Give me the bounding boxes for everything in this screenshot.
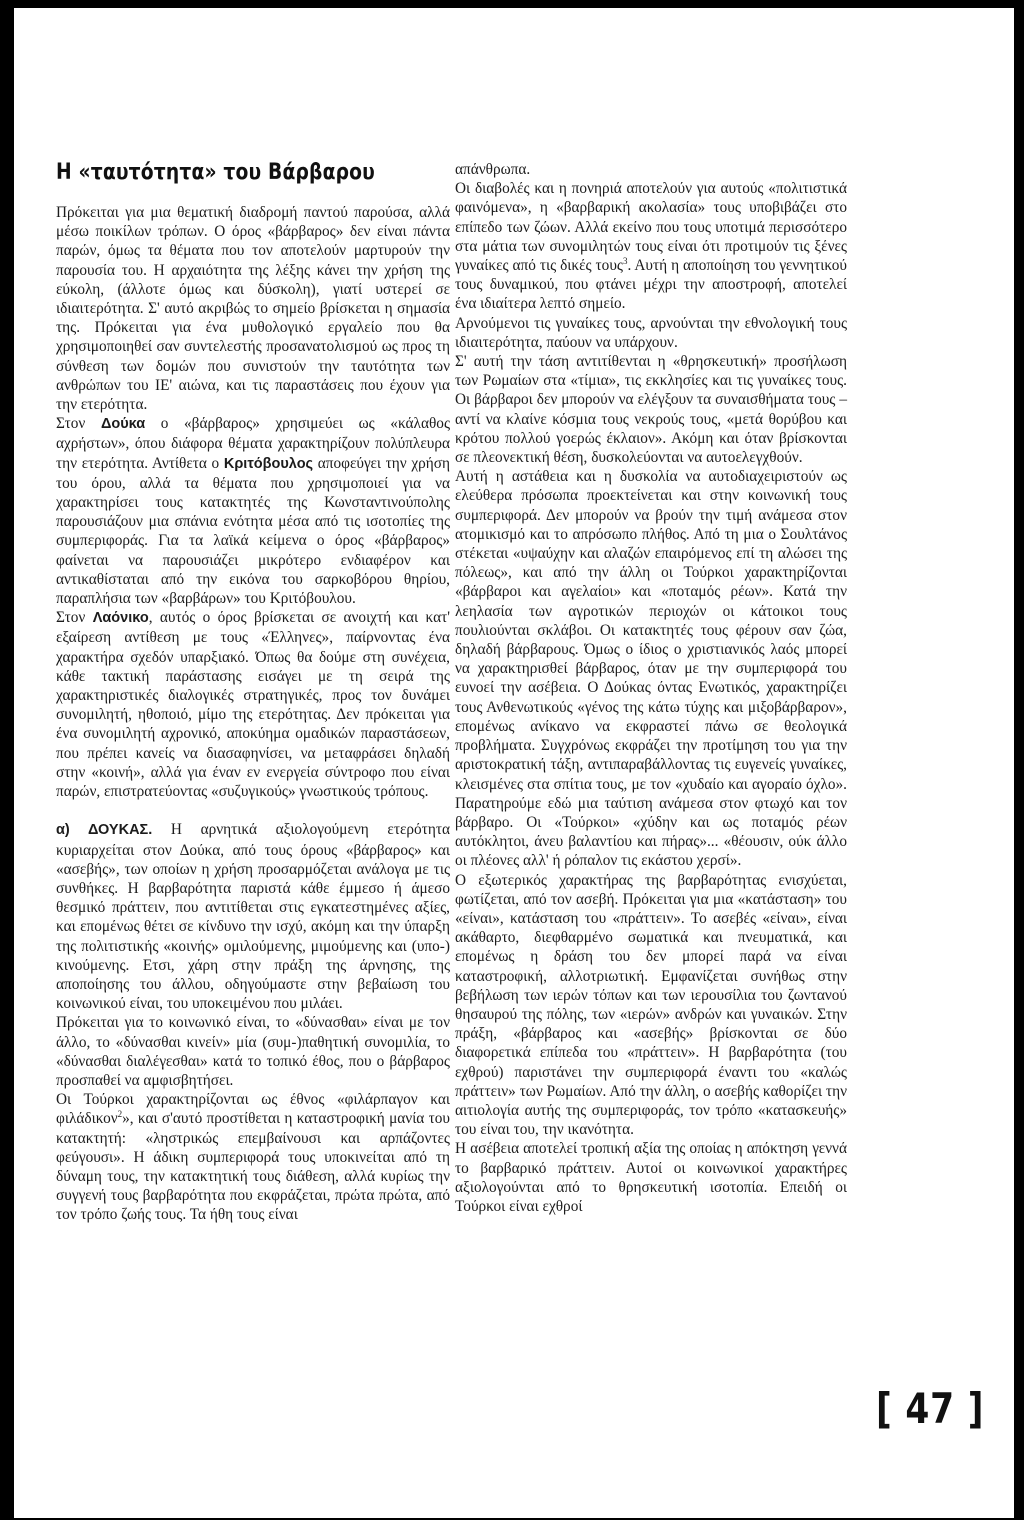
paragraph-modal-value: Η ασέβεια αποτελεί τροπική αξία της οποίας η απόκτηση γεννά το βαρβαρικό πράττειν. Αυτοί οι κοινωνικοί χαρακτήρες αξιολογούνται από το θρησκευτική ισοτοπία. Επειδή οι Τούρκοι είναι εχθροί <box>455 1140 847 1215</box>
name-laonikos: Λαόνικο <box>92 610 149 627</box>
right-column <box>455 160 847 1216</box>
name-kritovoulos: Κριτόβουλος <box>223 455 314 472</box>
paragraph-religious: Σ' αυτή την τάση αντιτίθενται η «θρησκευτική» προσήλωση των Ρωμαίων στα «τίμια», τις εκκλησίες και τις γυναίκες τους. Οι βάρβαροι δεν μπορούν να ελέγξουν τα συναισθήματα τους – αντί να κλαίνε κόσμια τους νεκρούς τους, «μετά θορύβου και κρότου πολλού γοερώς έκλαιον». Ακόμη και όταν βρίσκονται σε πλεονεκτική θέση, δυσκολεύονται να αυτοελεγχθούν. <box>455 353 847 467</box>
paragraph-turks <box>56 1090 450 1224</box>
text-run: αποφεύγει την χρήση του όρου, αλλά τα θέματα που χρησιμοποιεί για να χαρακτηρίσει τους κατακτητές της Κωνσταντινούπολης παρουσιάζουν μια σπάνια ενότητα μέσα από τις ισοτοπίες της συμπεριφοράς. Για τα λαϊκά κείμενα ο όρος «βάρβαρος» φαίνεται να παρουσιάζει μικρότερο ενδιαφέρον και αντικαθίσταται από την εικόνα του σαρκοβόρου θηρίου, παραπλήσια των «βαρβάρων» του Κριτόβουλου. <box>56 454 451 608</box>
document-page <box>14 8 1014 1518</box>
subsection-label: α) ΔΟΥΚΑΣ. <box>56 822 153 839</box>
text-run: . Αυτή η αποποίηση του γεννητικού τους δυναμικού, που φτάνει μέχρι την αποστροφή, αποτελεί ένα ιδιαίτερα λεπτό σημείο. <box>455 257 847 313</box>
name-doukas: Δούκα <box>100 416 146 433</box>
section-heading: Η «ταυτότητα» του Βάρβαρου <box>56 160 375 185</box>
footnote-ref[interactable]: 3 <box>622 255 628 266</box>
paragraph-social-being: Πρόκειται για το κοινωνικό είναι, το «δύνασθαι» είναι με τον άλλο, το «δύνασθαι κινείν» μία (συμ-)παθητική συνομιλία, το «δύνασθαι διαλέγεσθαι» κατά το τοπικό έθος, που ο βάρβαρος προσπαθεί να αμφισβητήσει. <box>56 1014 450 1089</box>
paragraph-denial: Αρνούμενοι τις γυναίκες τους, αρνούνται την εθνολογική τους ιδιαιτερότητα, παύουν να υπάρχουν. <box>455 314 847 351</box>
left-column <box>56 158 450 1225</box>
text-run: Οι Τούρκοι χαρακτηρίζονται ως έθνος «φιλάρπαγον και φιλάδικον <box>56 1091 450 1128</box>
paragraph-impiety: Ο εξωτερικός χαρακτήρας της βαρβαρότητας ενισχύεται, φωτίζεται, από τον ασεβή. Πρόκειται για μια «κατάσταση» του «είναι», κατάσταση του «πράττειν». Το ασεβές «είναι», είναι ακάθαρτο, διεφθαρμένο σωματικά και πνευματικά, και επομένως η δράση του δεν μπορεί παρά να είναι καταστροφική, αλλοτριωτική. Εμφανίζεται συνήθως στην βεβήλωση των ιερών τόπων και των ιερουσίλια του ζωντανού θησαυρού της πόλης, των «ιερών» ανδρών και γυναικών. Στην πράξη, «βάρβαρος και «ασεβής» βρίσκονται σε δύο διαφορετικά επίπεδα του «πράττειν». Η βαρβαρότητα (του εχθρού) παριστάνει την συμπεριφορά έναντι του «καλώς πράττειν» των Ρωμαίων. Από την άλλη, ο ασεβής καθορίζει την αιτιολογία αυτής της συμπεριφοράς, τον τρόπο «κατασκευής» του είναι του, την ικανότητα. <box>455 871 847 1139</box>
paragraph-section-doukas <box>56 820 450 1013</box>
paragraph-doukas-kritovoulos <box>56 414 450 608</box>
text-run: Στον <box>56 415 101 433</box>
paragraph-instability: Αυτή η αστάθεια και η δυσκολία να αυτοδιαχειριστούν ως ελεύθερα πρόσωπα προεκτείνεται και στην κοινωνική τους συμπεριφορά. Δεν μπορούν να βρούν την τιμή ανάμεσα στον ατομικισμό και το απρόσωπο πλήθος. Από τη μια ο Σουλτάνος στέκεται «υψαύχην και αλαζών επαιρόμενος επί τη αλώσει της πόλεως», και από την άλλη οι Τούρκοι χαρακτηρίζονται «βάρβαροι και αγελαίοι» και «ποταμός ρέων». Κατά την λεηλασία των αγροτικών περιοχών οι κάτοικοι τους πουλιούνται σκλάβοι. Οι κατακτητές τους φέρουν σαν ζώα, δηλαδή βάρβαρους. Όμως ο ίδιος ο χριστιανικός λαός μπορεί να χαρακτηρισθεί βάρβαρος, όταν με την συμπεριφορά του ευνοεί την ασέβεια. Ο Δούκας όντας Ενωτικός, χαρακτηρίζει τους Ανθενωτικούς «γένος της κάτω τύχης και μιξοβάρβαρον», επομένως ανίκανο να εκφραστεί πάνω σε θεολογικά προβλήματα. Συγχρόνως εκφράζει την προτίμηση του για την αριστοκρατική τάξη, αντιπαραβάλλοντας τις ευγενείς γυναίκες, κλεισμένες στα σπίτια τους, με τον «χυδαίο και αγοραίο όχλο». Παρατηρούμε εδώ μια ταύτιση ανάμεσα στον φτωχό και τον βάρβαρο. Οι «Τούρκοι» «χύδην και ως ποταμός ρέων αυτόκλητοι, άνευ βαλαντίου και πήρας»... «θέουσιν, ούκ άλλο οι πλέονες αλλ' ή ρόπαλον τις εκάστου χερσί». <box>455 468 847 870</box>
paragraph-laonikos <box>56 608 450 801</box>
page-number: [ 47 ] <box>876 1384 985 1433</box>
paragraph-slander <box>455 179 847 313</box>
text-run: ο «βάρβαρος» χρησιμεύει ως «κάλαθος αχρήστων», όπου διάφορα θέματα χαρακτηρίζουν πολύπλευρα την ετερότητα. Αντίθετα ο <box>56 415 450 472</box>
text-run: Η αρνητικά αξιολογούμενη ετερότητα κυριαρχείται στον Δούκα, από τους όρους «βάρβαρος» και «ασεβής», των οποίων η χρήση προσαρμόζεται ανάλογα με τις συνθήκες. Η βαρβαρότητα παριστά κάθε έμμεσο ή άμεσο θεσμικό πράττειν, που αντιτίθεται στις εγκατεστημένες αξίες, και επομένως θέτει σε κίνδυνο την ισχύ, ακόμη και την ύπαρξη της πολιτιστικής «κοινής» ομιλούμενης, μιμούμενης και (υπο-) κινούμενης. Ετσι, χάρη στην πράξη της άρνησης, της αποποίησης του άλλου, οδηγούμαστε στην βεβαίωση του κοινωνικού είναι, του υποκειμένου που μιλάει. <box>56 821 450 1013</box>
paragraph-intro: Πρόκειται για μια θεματική διαδρομή παντού παρούσα, αλλά μέσω ποικίλων τρόπων. Ο όρος «βάρβαρος» δεν είναι πάντα παρών, όμως τα θέματα που τον αποτελούν μαρτυρούν την παρουσία του. Η αρχαιότητα της λέξης κάνει την χρήση της εύκολη, (άλλοτε όμως και δύσκολη), γιατί υστερεί σε ιδιαιτερότητα. Σ' αυτό ακριβώς το σημείο βρίσκεται η σημασία της. Πρόκειται για ένα μυθολογικό εργαλείο που θα χρησιμοποιηθεί σαν συντελεστής προσανατολισμού ως προς τη σύνθεση των δομών που συνιστούν την ταυτότητα των ανθρώπων του ΙΕ' αιώνα, και τις παραστάσεις που έχουν για την ετερότητα. <box>56 204 450 414</box>
text-run: Στον <box>56 609 93 627</box>
text-run: , αυτός ο όρος βρίσκεται σε ανοιχτή και κατ' εξαίρεση αντίθεση με τους «Έλληνες», παίρνοντας ένα χαρακτήρα σχεδόν υπαρξιακό. Όπως θα δούμε στη συνέχεια, κάθε τακτική παράστασης εισάγει με τη σειρά της χαρακτηριστικές διαλογικές στρατηγικές, προς τον δυνάμει συνομιλητή, ηθοποιό, μίμο της ετερότητας. Δεν πρόκειται για ένα συνομιλητή αχρονικό, αποκύημα ομαδικών παραστάσεων, που πρέπει κανείς να διασαφηνίσει, να μεταφράσει δηλαδή στην «κοινή», αλλά για έναν εν ενεργεία σύντροφο που είναι παρών, επιστρατεύοντας «συζυγικούς» γνωστικούς τρόπους. <box>56 609 450 801</box>
text-run: Οι διαβολές και η πονηριά αποτελούν για αυτούς «πολιτιστικά φαινόμενα», η «βαρβαρική ακολασία» τους υποβιβάζει στο επίπεδο των ζώων. Αλλά εκείνο που τους υποτιμά περισσότερο στα μάτια των συνομιλητών τους είναι ότι προτιμούν τις ξένες γυναίκες από τις δικές τους <box>455 180 847 275</box>
paragraph-continuation: απάνθρωπα. <box>455 161 531 178</box>
footnote-ref[interactable]: 2 <box>117 1109 123 1120</box>
text-run: », και σ'αυτό προστίθεται η καταστροφική μανία του κατακτητή: «ληστρικώς επεμβαίνουσι και αρπάζοντες φεύγουσι». Η άδικη συμπεριφορά τους υποκινείται από τη δύναμη τους, την κατακτητική τους διάθεση, αλλά κυρίως την συγγενή τους βαρβαρότητα που εκφράζεται, πρώτα πρώτα, από τον τρόπο ζωής τους. Τα ήθη τους είναι <box>56 1110 450 1224</box>
